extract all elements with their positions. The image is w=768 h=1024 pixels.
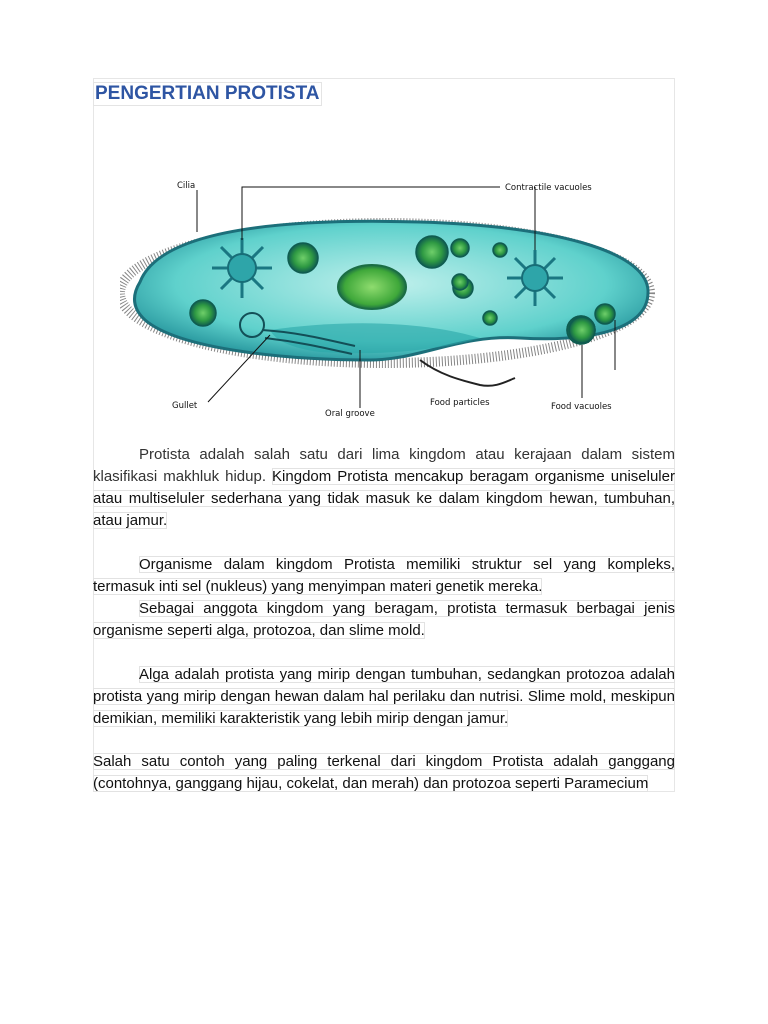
page-title: PENGERTIAN PROTISTA — [95, 83, 320, 104]
paragraph-1-sentence-2: Kingdom Protista mencakup beragam organisme uniseluler atau multiseluler sederhana yang tidak masuk ke dalam kingdom hewan, tumbuhan, atau jamur. — [93, 468, 675, 529]
paragraph-4 — [93, 664, 675, 730]
paragraph-2 — [93, 554, 675, 598]
paragraph-5-text: Salah satu contoh yang paling terkenal dari kingdom Protista adalah ganggang (contohnya, ganggang hijau, cokelat, dan merah) dan protozoa seperti Paramecium — [93, 753, 675, 792]
label-food-particles: Food particles — [430, 398, 490, 408]
paramecium-diagram — [120, 170, 660, 425]
paragraph-3 — [93, 598, 675, 642]
food-particles — [420, 360, 515, 386]
paragraph-4-text: Alga adalah protista yang mirip dengan tumbuhan, sedangkan protozoa adalah protista yang mirip dengan hewan dalam hal perilaku dan nutrisi. Slime mold, meskipun demikian, memiliki karakteristik yang lebih mirip dengan jamur. — [93, 666, 675, 727]
label-food-vacuoles: Food vacuoles — [551, 402, 612, 412]
macronucleus — [338, 265, 406, 309]
contractile-vacuole-left — [212, 238, 272, 298]
label-cilia: Cilia — [177, 181, 196, 191]
paragraph-1 — [93, 444, 675, 532]
label-contractile-vacuoles: Contractile vacuoles — [505, 183, 592, 193]
paragraph-3-text: Sebagai anggota kingdom yang beragam, protista termasuk berbagai jenis organisme seperti alga, protozoa, dan slime mold. — [93, 600, 675, 639]
contractile-vacuole-right — [507, 250, 563, 306]
paragraph-1-sentence-1: Protista adalah salah satu dari lima kingdom atau kerajaan dalam sistem klasifikasi makhluk hidup. — [93, 446, 675, 485]
label-oral-groove: Oral groove — [325, 409, 375, 419]
paragraph-2-text: Organisme dalam kingdom Protista memiliki struktur sel yang kompleks, termasuk inti sel (nukleus) yang menyimpan materi genetik mereka. — [93, 556, 675, 595]
paragraph-5 — [93, 751, 675, 795]
label-gullet: Gullet — [172, 401, 198, 411]
